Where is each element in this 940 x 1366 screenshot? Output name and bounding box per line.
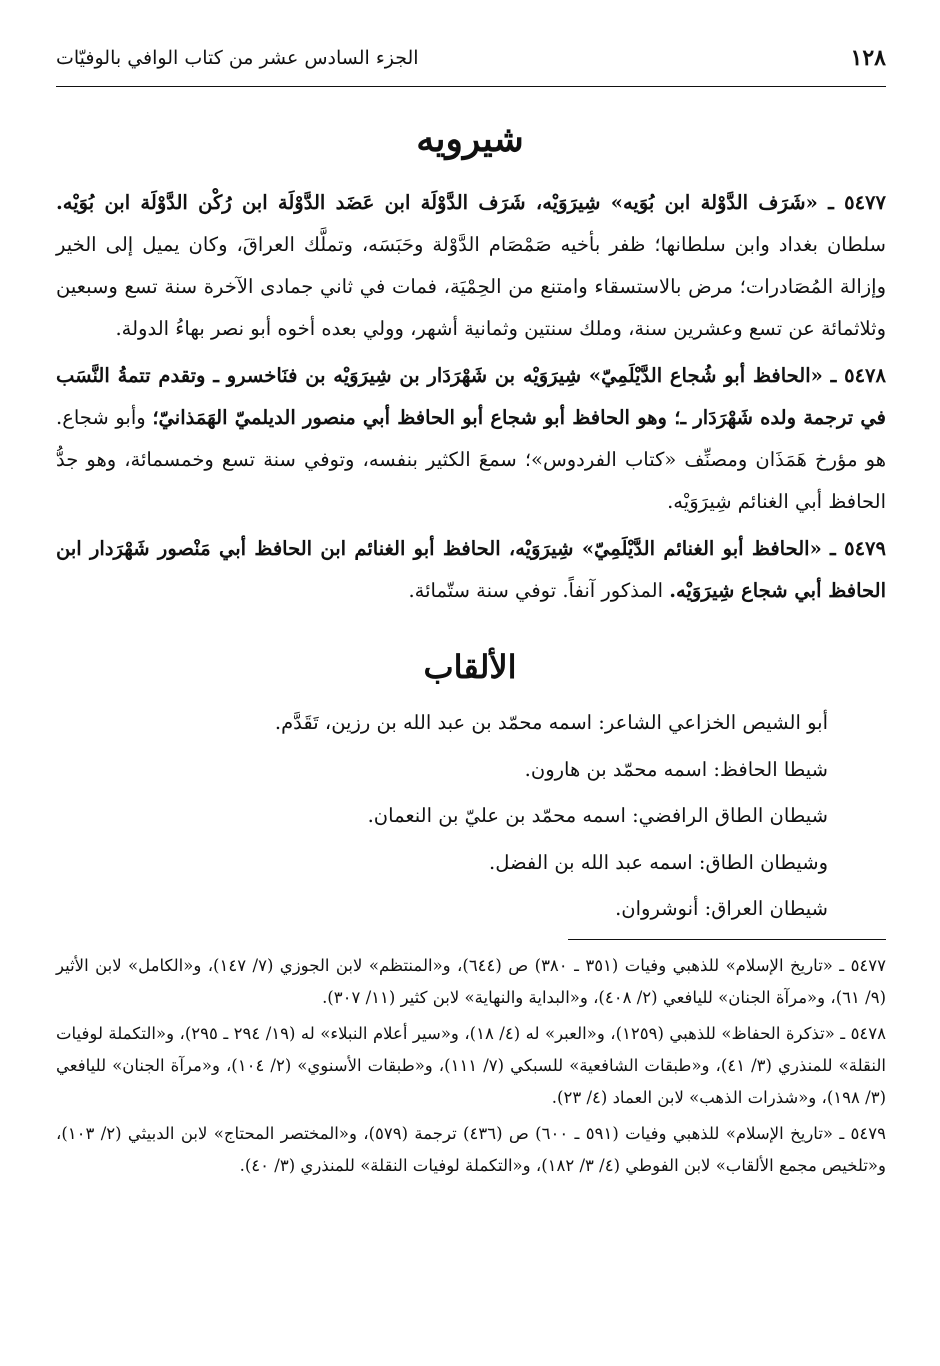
laqab-item: أبو الشيص الخزاعي الشاعر: اسمه محمّد بن عبد الله بن رزين، تَقَدَّم. [274,711,828,734]
entry-5479 [56,528,886,612]
laqab-list [56,700,828,933]
laqab-item: شيطا الحافظ: اسمه محمّد بن هارون. [524,757,828,781]
entry-5478 [56,355,886,523]
footnote-5477: ٥٤٧٧ ـ «تاريخ الإسلام» للذهبي وفيات (٣٥١ ـ ٣٨٠) ص (٦٤٤)، و«المنتظم» لابن الجوزي (٧/ ١٤٧)، و«الكامل» لابن الأثير (٩/ ٦١)، و«مرآة الجنان» لليافعي (٢/ ٤٠٨)، و«البداية والنهاية» لابن كثير (١١/ ٣٠٧). [56,956,887,1007]
running-title: الجزء السادس عشر من كتاب الوافي بالوفيّات [56,47,419,69]
footnotes [56,950,886,1186]
footnote-5479: ٥٤٧٩ ـ «تاريخ الإسلام» للذهبي وفيات (٥٩١ ـ ٦٠٠) ص (٤٣٦) ترجمة (٥٧٩)، و«المختصر المحتاج» لابن الدبيثي (٢/ ١٠٣)، و«تلخيص مجمع الألقاب» لابن الفوطي (٤/ ٣/ ١٨٢)، و«التكملة لوفيات النقلة» للمنذري (٣/ ٤٠). [56,1124,886,1175]
header-rule [56,86,886,87]
section-title: شيرويه [416,118,524,160]
entry-body: وأبو شجاع. هو مؤرخ هَمَذَان ومصنِّف «كتاب الفردوس»؛ سمعَ الكثير بنفسه، وتوفي سنة تسع وخمسمائة، وهو جدُّ الحافظ أبي الغنائم شِيرَوَيْه. [56,406,886,513]
page-number: ١٢٨ [850,45,886,71]
entry-body: سلطان بغداد وابن سلطانها؛ ظفر بأخيه صَمْصَام الدَّوْلة وحَبَسَه، وتملَّك العراقَ، وكان يميل إلى الخير وإزالة المُصَادرات؛ مرض بالاستسقاء وامتنع من الحِمْيَة، فمات في ثاني جمادى الآخرة سنة تسع وسبعين وثلاثمائة عن تسع وعشرين سنة، وملك سنتين وثمانية أشهر، وولي بعده أخوه أبو نصر بهاءُ الدولة. [56,233,886,340]
entry-body: المذكور آنفاً. توفي سنة ستّمائة. [408,579,664,602]
running-header [56,38,886,78]
laqab-title: الألقاب [423,648,517,686]
entry-lead: ٥٤٧٩ ـ «الحافظ أبو الغنائم الدَّيْلَمِيّ» شِيرَوَيْه، الحافظ أبو الغنائم ابن الحافظ أبي مَنْصور شَهْرَدار ابن الحافظ أبي شجاع شِيرَوَيْه. [56,537,886,602]
entry-lead: ٥٤٧٧ ـ «شَرَف الدَّوْلة ابن بُوَيه» شِيرَوَيْه، شَرَف الدَّوْلَة ابن عَضَد الدَّوْلَة ابن رُكْن الدَّوْلَة ابن بُوَيْه. [56,191,886,214]
footnote-5478: ٥٤٧٨ ـ «تذكرة الحفاظ» للذهبي (١٢٥٩)، و«العبر» له (٤/ ١٨)، و«سير أعلام النبلاء» له (١٩/ ٢٩٤ ـ ٢٩٥)، و«التكملة لوفيات النقلة» للمنذري (٣/ ٤١)، و«طبقات الشافعية» للسبكي (٧/ ١١١)، و«طبقات الأسنوي» (٢/ ١٠٤)، و«مرآة الجنان» لليافعي (٣/ ١٩٨)، و«شذرات الذهب» لابن العماد (٤/ ٢٣). [56,1024,887,1107]
laqab-item: شيطان الطاق الرافضي: اسمه محمّد بن عليّ بن النعمان. [367,804,828,827]
biography-entries [56,182,886,617]
footnote-rule [568,939,886,940]
laqab-item: شيطان العراق: أنوشروان. [615,897,828,920]
entry-lead: ٥٤٧٨ ـ «الحافظ أبو شُجاع الدَّيْلَمِيّ» شِيرَوَيْه بن شَهْرَدَار بن شِيرَوَيْه بن فنَاخسرو ـ وتقدم تتمةُ النَّسَب في ترجمة ولده شَهْرَدَار ـ؛ وهو الحافظ أبو شجاع أبو الحافظ أبي منصور الديلميّ الهَمَذانيّ؛ [56,364,887,429]
entry-5477 [56,182,886,350]
laqab-item: وشيطان الطاق: اسمه عبد الله بن الفضل. [489,850,828,874]
